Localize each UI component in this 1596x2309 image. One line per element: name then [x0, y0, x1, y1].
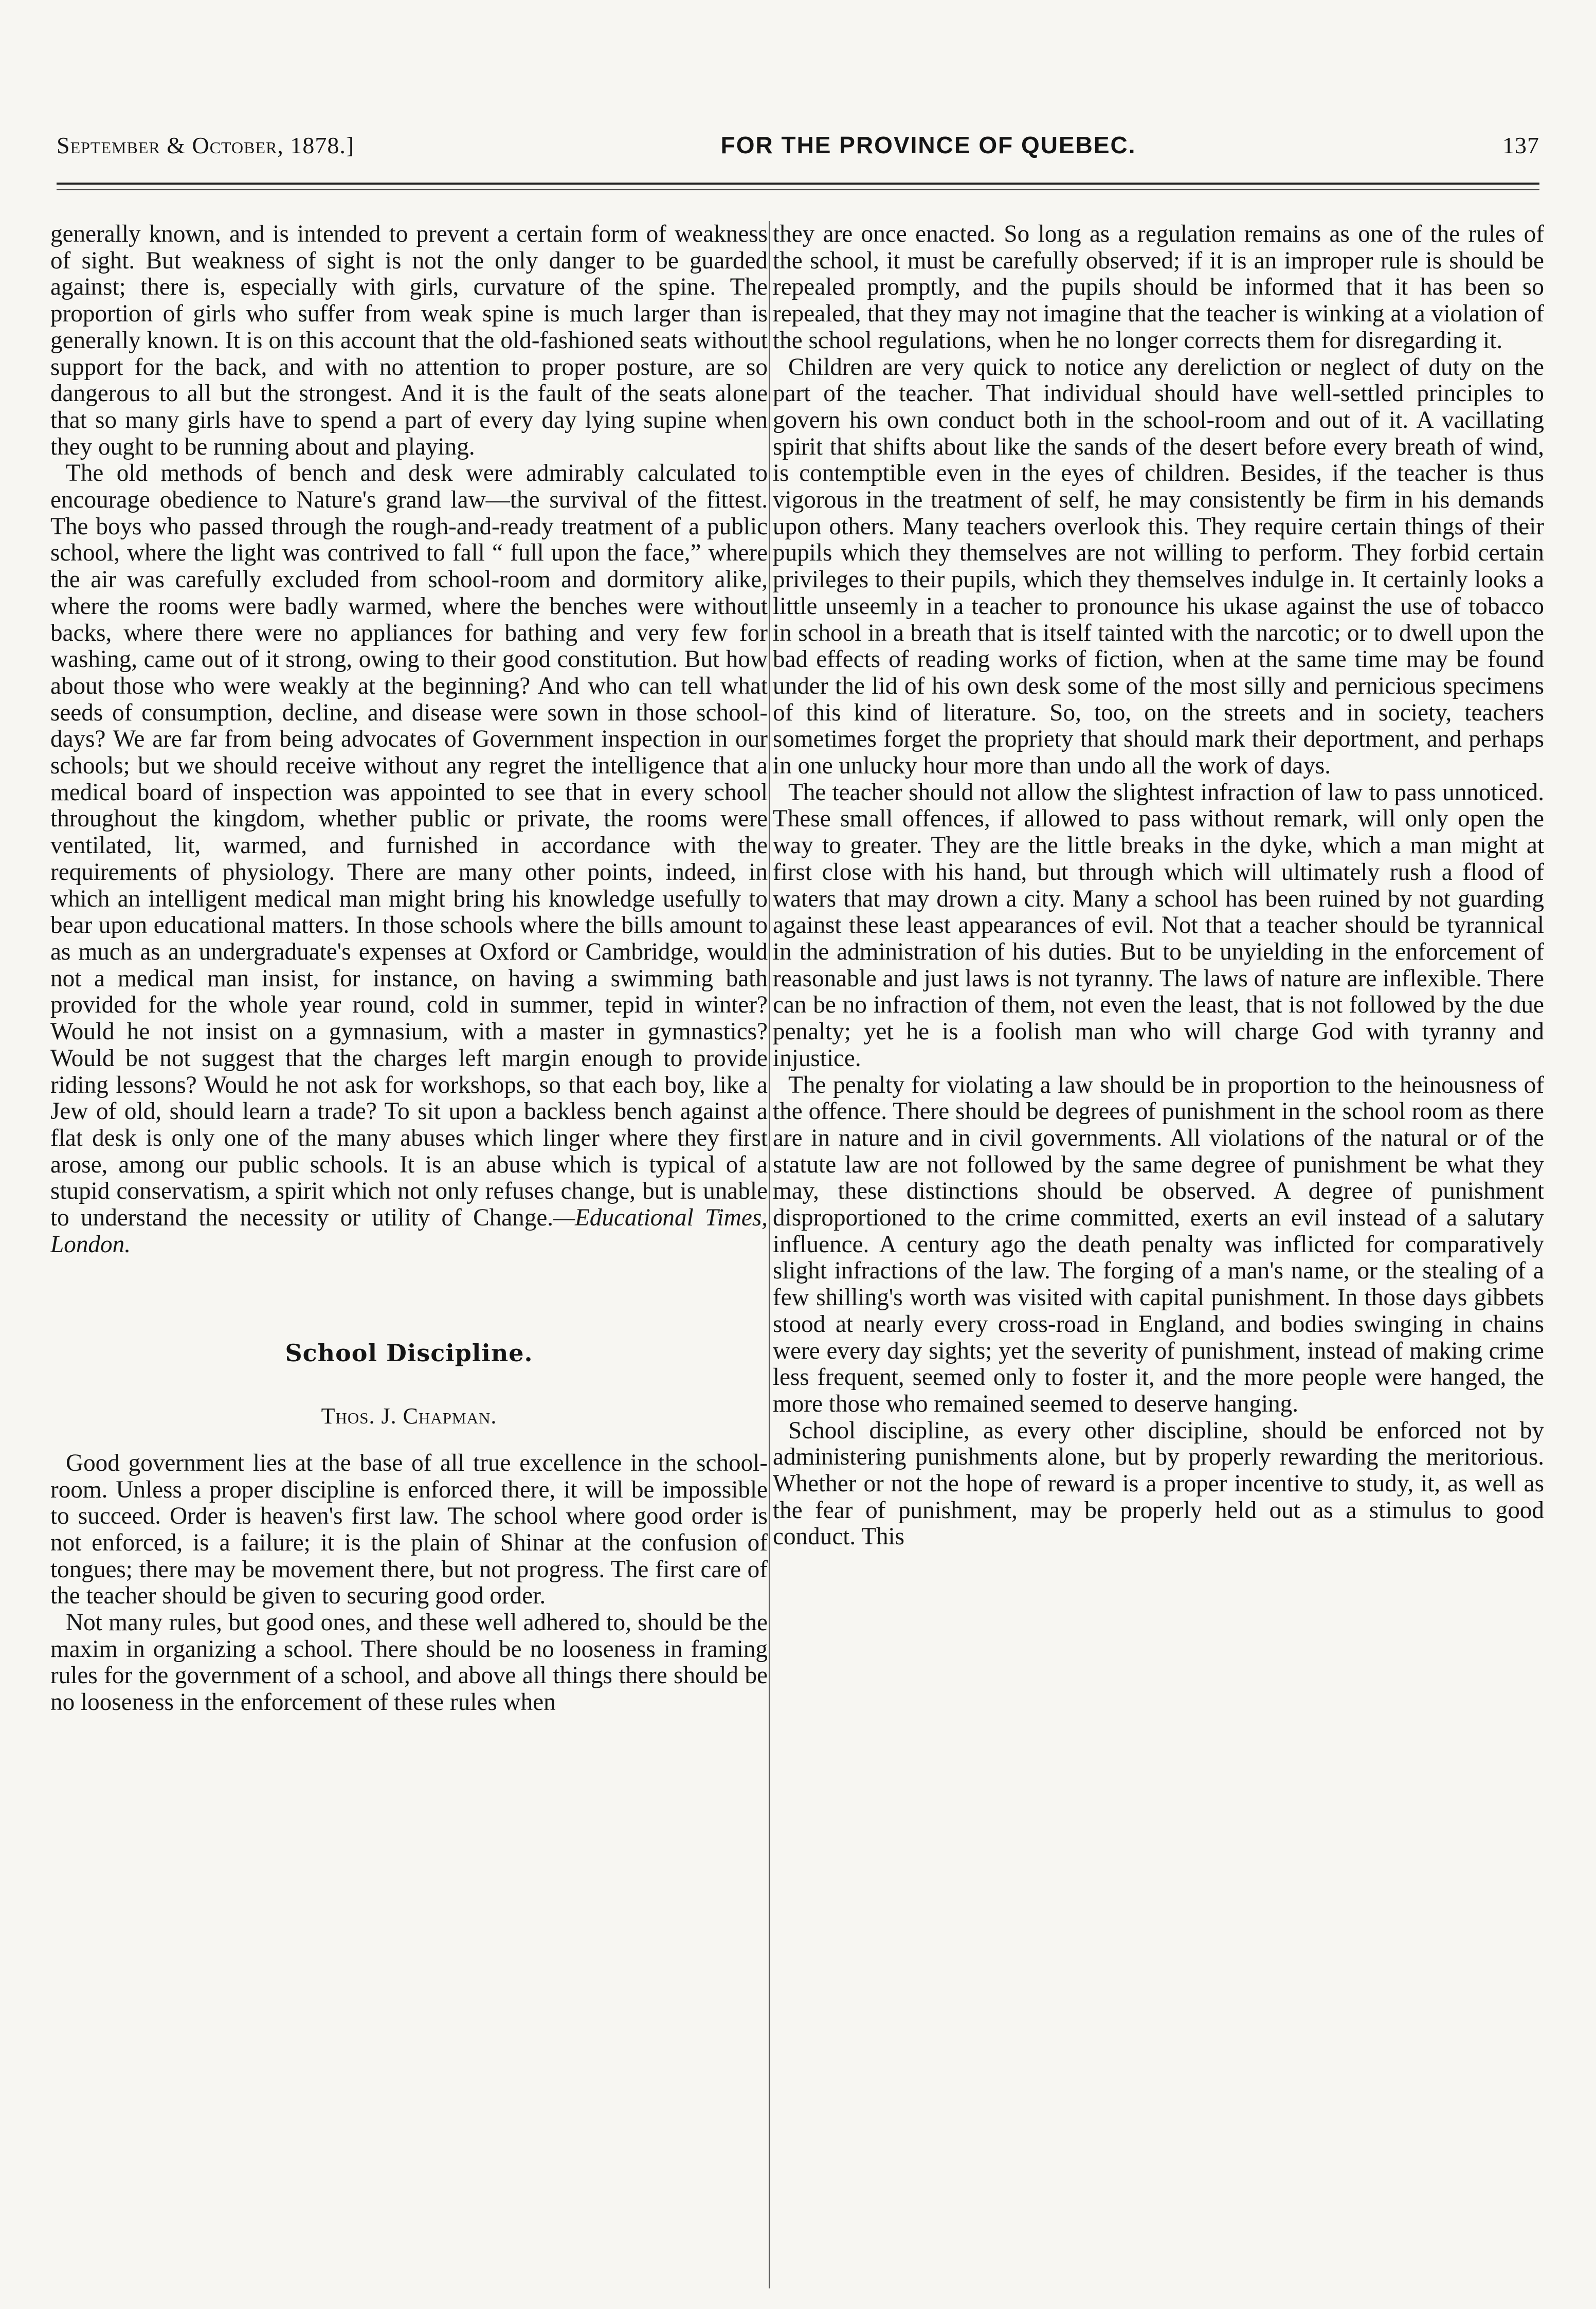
- paragraph: The teacher should not allow the slightest infraction of law to pass unnoticed. These small offences, if allowed to pass without remark, will only open the way to greater. They are the little breaks in the dyke, which a man might at first close with his hand, but through which will ultimately rush a flood of waters that may drown a city. Many a school has been ruined by not guarding against these least appearances of evil. Not that a teacher should be tyrannical in the administration of his duties. But to be unyielding in the enforcement of reasonable and just laws is not tyranny. The laws of nature are inflexible. There can be no infraction of them, not even the least, that is not followed by the due penalty; yet he is a foolish man who will charge God with tyranny and injustice.: [773, 779, 1544, 1072]
- journal-title: FOR THE PROVINCE OF QUEBEC.: [720, 132, 1136, 158]
- issue-date: September & October, 1878.]: [57, 132, 355, 158]
- paragraph: generally known, and is intended to prevent a certain form of weakness of sight. But weakness of sight is not the only danger to be guarded against; there is, especially with girls, curvature of the spine. The proportion of girls who suffer from weak spine is much larger than is generally known. It is on this account that the old-fashioned seats without support for the back, and with no attention to proper posture, are so dangerous to all but the strongest. And it is the fault of the seats alone that so many girls have to spend a part of every day lying supine when they ought to be running about and playing.: [50, 221, 768, 460]
- right-column: [773, 221, 1544, 2288]
- column-divider: [769, 221, 770, 2288]
- paragraph: Not many rules, but good ones, and these well adhered to, should be the maxim in organizing a school. There should be no looseness in framing rules for the government of a school, and above all things there should be no looseness in the enforcement of these rules when: [50, 1609, 768, 1716]
- source-citation: —Educational Times, London.: [50, 1204, 768, 1258]
- author-byline: Thos. J. Chapman.: [321, 1403, 497, 1429]
- header-rule-thin: [57, 189, 1539, 190]
- running-head: [57, 131, 1539, 162]
- left-column: [50, 221, 768, 2288]
- paragraph: School discipline, as every other discipline, should be enforced not by administering punishments alone, but by properly rewarding the meritorious. Whether or not the hope of reward is a proper incentive to study, it, as well as the fear of punishment, may be properly held out as a stimulus to good conduct. This: [773, 1417, 1544, 1550]
- paragraph: Good government lies at the base of all true excellence in the school-room. Unless a proper discipline is enforced there, it will be impossible to succeed. Order is heaven's first law. The school where good order is not enforced, is a failure; it is the plain of Shinar at the confusion of tongues; there may be movement there, but not progress. The first care of the teacher should be given to securing good order.: [50, 1449, 768, 1610]
- header-rule-thick: [57, 183, 1539, 185]
- article-columns: [50, 221, 1546, 2288]
- page-number: 137: [1502, 132, 1539, 158]
- paragraph-text: The old methods of bench and desk were admirably calculated to encourage obedience to Nature's grand law—the survival of the fittest. The boys who passed through the rough-and-ready treatment of a public school, where the light was contrived to fall “ full upon the face,” where the air was carefully excluded from school-room and dormitory alike, where the rooms were badly warmed, where the benches were without backs, where there were no appliances for bathing and very few for washing, came out of it strong, owing to their good constitution. But how about those who were weakly at the beginning? And who can tell what seeds of consumption, decline, and disease were sown in those school-days? We are far from being advocates of Government inspection in our schools; but we should receive without any regret the intelligence that a medical board of inspection was appointed to see that in every school throughout the kingdom, whether public or private, the rooms were ventilated, lit, warmed, and furnished in accordance with the requirements of physiology. There are many other points, indeed, in which an intelligent medical man might bring his knowledge usefully to bear upon educational matters. In those schools where the bills amount to as much as an undergraduate's expenses at Oxford or Cambridge, would not a medical man insist, for instance, on having a swimming bath provided for the whole year round, cold in summer, tepid in winter? Would he not insist on a gymnasium, with a master in gymnastics? Would be not suggest that the charges left margin enough to provide riding lessons? Would he not ask for workshops, so that each boy, like a Jew of old, should learn a trade? To sit upon a backless bench against a flat desk is only one of the many abuses which linger where they first arose, among our public schools. It is an abuse which is typical of a stupid conservatism, a spirit which not only refuses change, but is unable to understand the necessity or utility of Change.: [50, 460, 768, 1232]
- paragraph: they are once enacted. So long as a regulation remains as one of the rules of the school, it must be carefully observed; if it is an improper rule is should be repealed promptly, and the pupils should be informed that it has been so repealed, that they may not imagine that the teacher is winking at a violation of the school regulations, when he no longer corrects them for disregarding it.: [773, 221, 1544, 354]
- section-title: School Discipline.: [285, 1339, 533, 1367]
- paragraph: Children are very quick to notice any dereliction or neglect of duty on the part of the teacher. That individual should have well-settled principles to govern his own conduct both in the school-room and out of it. A vacillating spirit that shifts about like the sands of the desert before every breath of wind, is contemptible even in the eyes of children. Besides, if the teacher is thus vigorous in the treatment of self, he may consistently be firm in his demands upon others. Many teachers overlook this. They require certain things of their pupils which they themselves are not willing to perform. They forbid certain privileges to their pupils, which they themselves indulge in. It certainly looks a little unseemly in a teacher to pronounce his ukase against the use of tobacco in school in a breath that is itself tainted with the narcotic; or to dwell upon the bad effects of reading works of fiction, when at the same time may be found under the lid of his own desk some of the most silly and pernicious specimens of this kind of literature. So, too, on the streets and in society, teachers sometimes forget the propriety that should mark their deportment, and perhaps in one unlucky hour more than undo all the work of days.: [773, 353, 1544, 780]
- paragraph: The penalty for violating a law should be in proportion to the heinousness of the offence. There should be degrees of punishment in the school room as there are in nature and in civil governments. All violations of the natural or of the statute law are not followed by the same degree of punishment be what they may, these distinctions should be observed. A degree of punishment disproportioned to the crime committed, exerts an evil instead of a salutary influence. A century ago the death penalty was inflicted for comparatively slight infractions of the law. The forging of a man's name, or the stealing of a few shilling's worth was visited with capital punishment. In those days gibbets stood at nearly every cross-road in England, and bodies swinging in chains were every day sights; yet the severity of punishment, instead of making crime less frequent, seemed only to foster it, and the more people were hanged, the more those who remained seemed to deserve hanging.: [773, 1071, 1544, 1417]
- paragraph: [50, 460, 768, 1258]
